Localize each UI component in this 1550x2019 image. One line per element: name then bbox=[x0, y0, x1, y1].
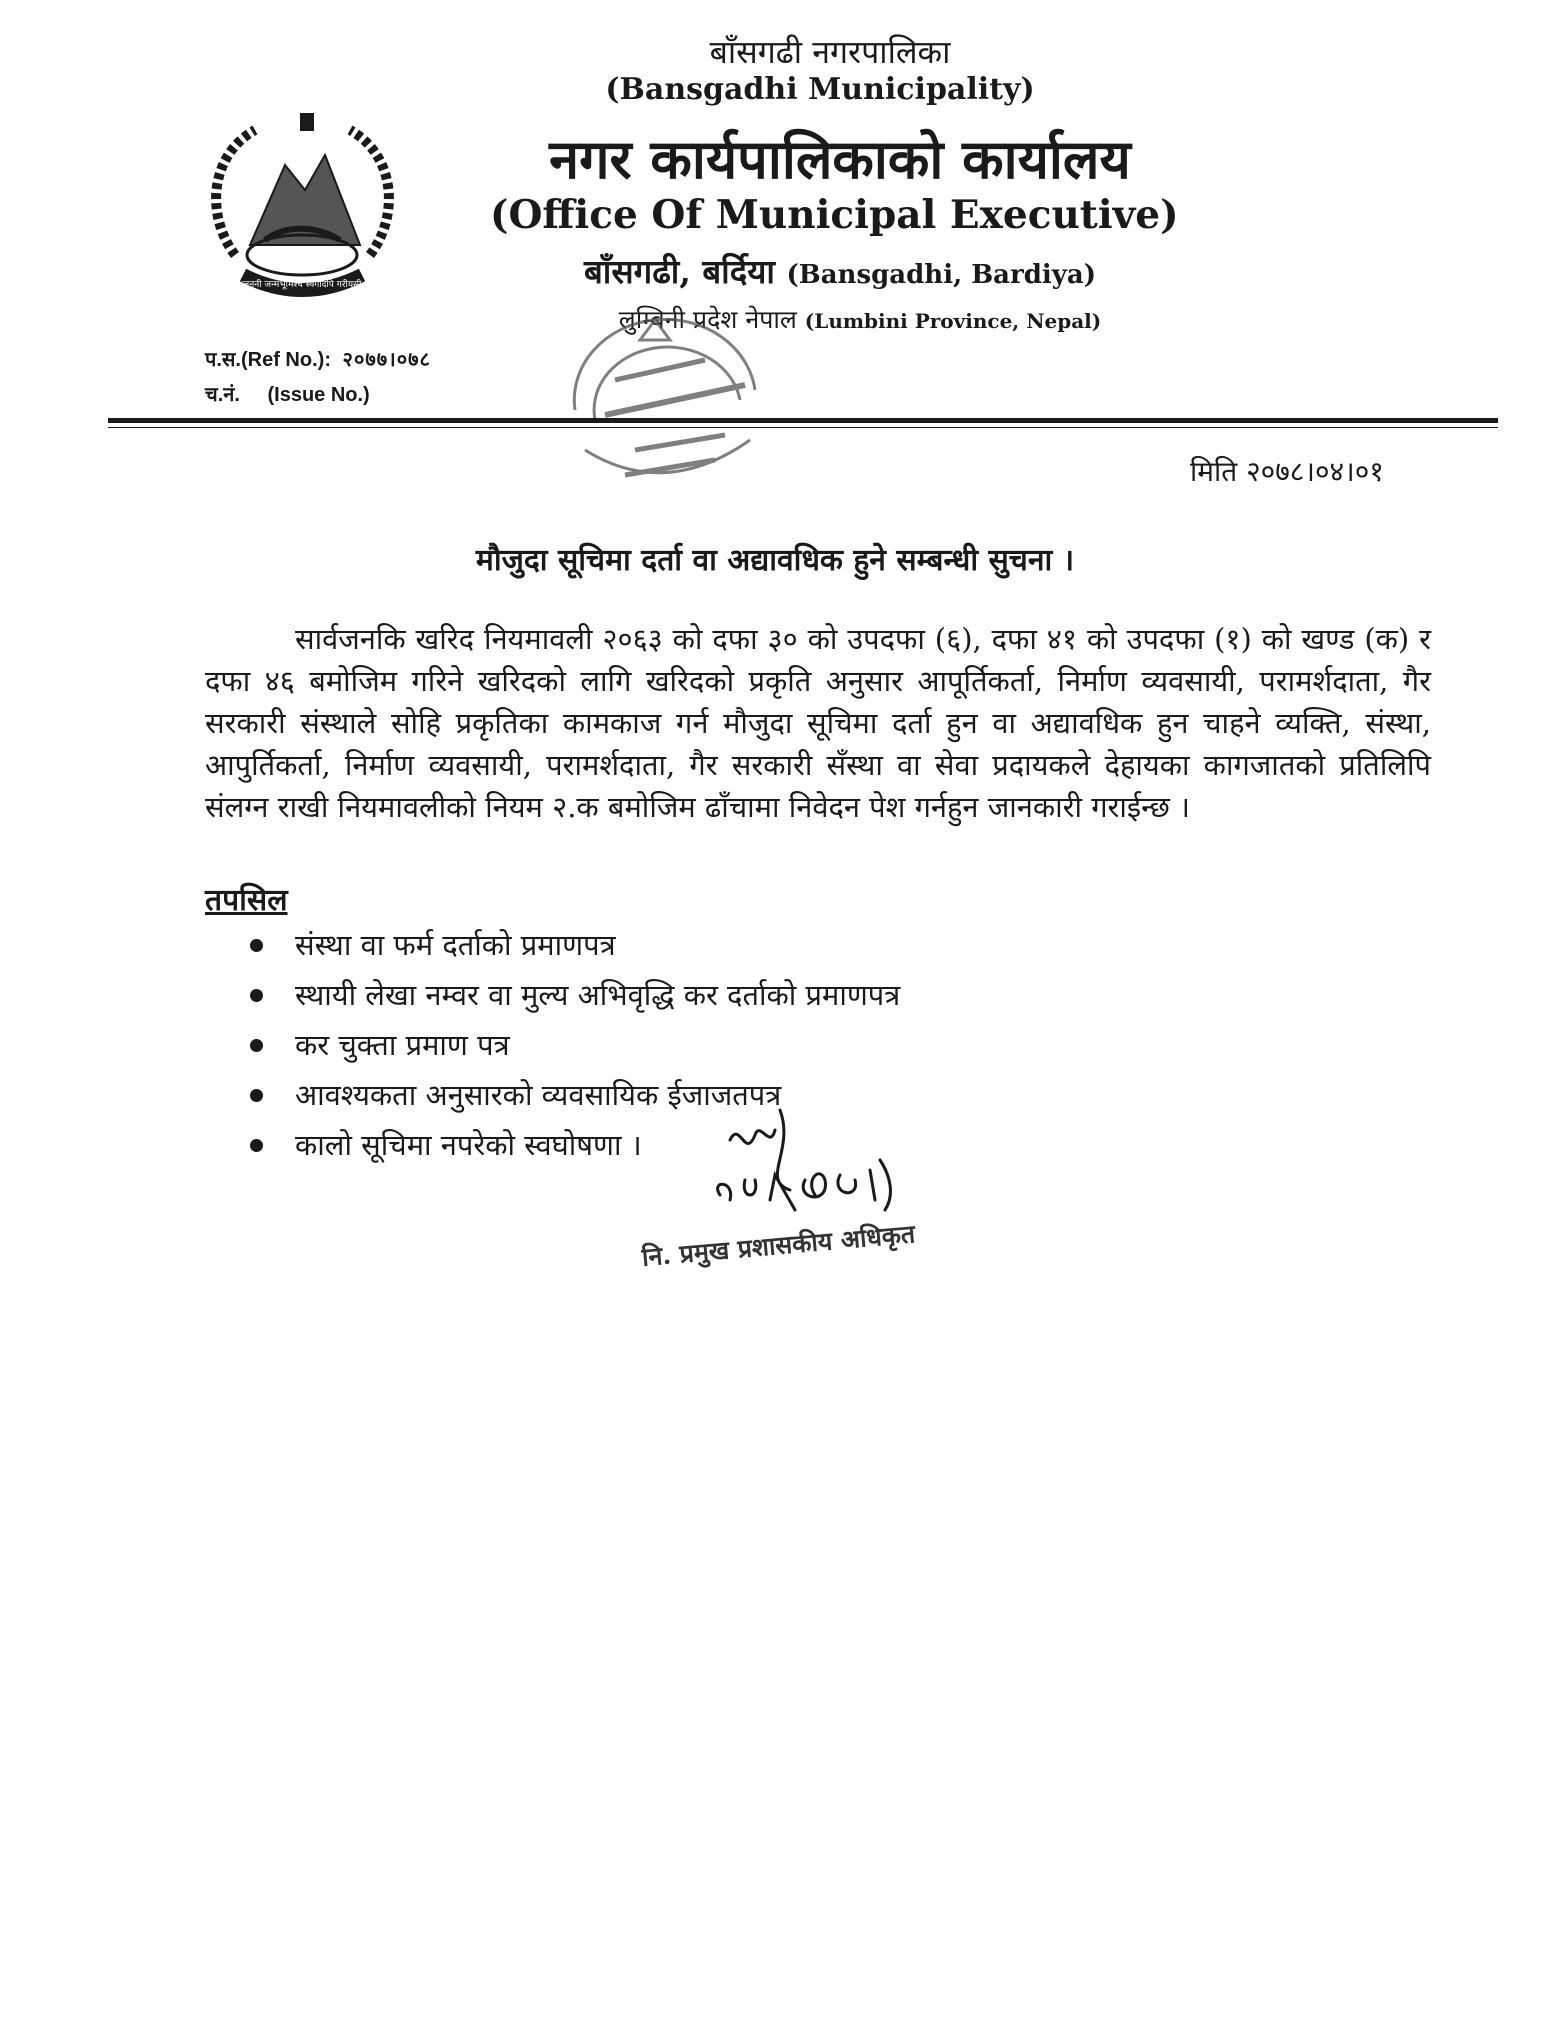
bullet-icon bbox=[250, 1089, 263, 1102]
ref-value: २०७७।०७८ bbox=[342, 349, 431, 371]
address-en: (Bansgadhi, Bardiya) bbox=[786, 260, 1097, 290]
province-np: लुम्बिनी प्रदेश नेपाल bbox=[618, 305, 797, 334]
notice-subject: मौजुदा सूचिमा दर्ता वा अद्यावधिक हुने सम्बन्धी सुचना । bbox=[475, 543, 1075, 578]
bullet-icon bbox=[250, 989, 263, 1002]
details-heading: तपसिल bbox=[205, 883, 288, 918]
list-item: कालो सूचिमा नपरेको स्वघोषणा । bbox=[250, 1120, 900, 1170]
header-divider-thick bbox=[108, 418, 1498, 423]
province-en: (Lumbini Province, Nepal) bbox=[804, 309, 1102, 333]
ref-label: प.स.(Ref No.): bbox=[205, 349, 331, 371]
emblem-motto: जननी जन्मभूमिश्च स्वर्गादपि गरीयसी bbox=[242, 280, 362, 290]
notice-body bbox=[205, 618, 1431, 828]
notice-body-text: सार्वजनकि खरिद नियमावली २०६३ को दफा ३० को उपदफा (६), दफा ४१ को उपदफा (१) को खण्ड (क) र दफा ४६ बमोजिम गरिने खरिदको लागि खरिदको प्रकृति अनुसार आपूर्तिकर्ता, निर्माण व्यवसायी, परामर्शदाता, गैर सरकारी संस्थाले सोहि प्रकृतिका कामकाज गर्न मौजुदा सूचिमा दर्ता हुन वा अद्यावधिक हुन चाहने व्यक्ति, संस्था, आपुर्तिकर्ता, निर्माण व्यवसायी, परामर्शदाता, गैर सरकारी सँस्था वा सेवा प्रदायकले देहायका कागजातको प्रतिलिपि संलग्न राखी नियमावलीको नियम २.क बमोजिम ढाँचामा निवेदन पेश गर्नहुन जानकारी गराईन्छ । bbox=[205, 622, 1431, 824]
list-item: आवश्यकता अनुसारको व्यवसायिक ईजाजतपत्र bbox=[250, 1070, 900, 1120]
bullet-icon bbox=[250, 1139, 263, 1152]
issue-label: च.नं. bbox=[205, 384, 240, 406]
address-np: बाँसगढी, बर्दिया bbox=[583, 252, 775, 291]
bullet-icon bbox=[250, 1039, 263, 1052]
municipality-name-en: (Bansgadhi Municipality) bbox=[605, 72, 1035, 107]
list-item: कर चुक्ता प्रमाण पत्र bbox=[250, 1020, 900, 1070]
header-divider-thin bbox=[108, 427, 1498, 428]
signatory-designation: नि. प्रमुख प्रशासकीय अधिकृत bbox=[640, 1219, 917, 1272]
bullet-icon bbox=[250, 939, 263, 952]
municipality-name-np: बाँसगढी नगरपालिका bbox=[709, 33, 951, 71]
office-title-np: नगर कार्यपालिकाको कार्यालय bbox=[549, 127, 1131, 191]
office-title-en: (Office Of Municipal Executive) bbox=[490, 192, 1179, 238]
nepal-emblem-icon bbox=[195, 105, 410, 305]
address-line bbox=[500, 248, 1180, 293]
list-item: संस्था वा फर्म दर्ताको प्रमाणपत्र bbox=[250, 920, 900, 970]
list-item: स्थायी लेखा नम्वर वा मुल्य अभिवृद्धि कर दर्ताको प्रमाणपत्र bbox=[250, 970, 900, 1020]
issue-number-row bbox=[205, 380, 370, 407]
office-stamp-icon bbox=[545, 300, 785, 520]
issue-label-en: (Issue No.) bbox=[267, 384, 370, 406]
document-date: मिति २०७८।०४।०१ bbox=[1190, 455, 1384, 488]
ref-number-row bbox=[205, 345, 431, 372]
